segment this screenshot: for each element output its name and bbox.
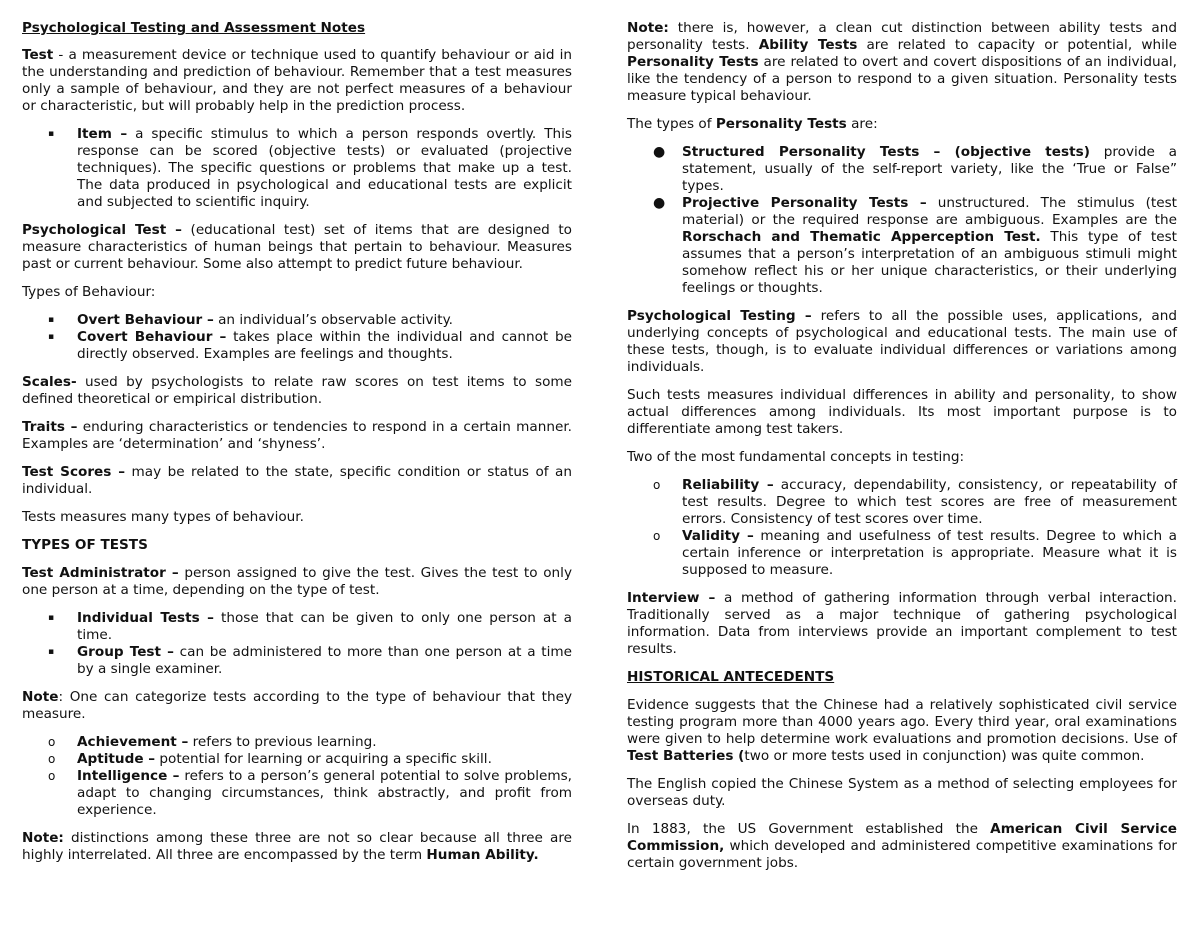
square-bullet-icon: ▪ [48,315,55,325]
list-item: o Achievement – refers to previous learning. [48,734,377,750]
english-text: The English copied the Chinese System as a method of selecting employees for overseas duty. [627,776,1177,809]
circle-bullet-icon: o [48,735,56,749]
interview-definition: Interview – a method of gathering information through verbal interaction. Traditionally served as a major technique of gathering psychological information. Data from interviews provide an important complement to test results. [627,590,1177,657]
two-concepts-text: Two of the most fundamental concepts in testing: [627,449,965,465]
behaviour-list [22,312,572,363]
list-item: ● Structured Personality Tests – (objective tests) provide a statement, usually of the self-report variety, like the ‘True or False” types. [653,144,1177,194]
test-scores-definition: Test Scores – may be related to the state, specific condition or status of an individual. [22,464,572,497]
in-1883-text: In 1883, the US Government established the American Civil Service Commission, which developed and administered competitive examinations for certain government jobs. [627,821,1177,871]
item-list [22,126,572,211]
list-item: ▪ Item – a specific stimulus to which a person responds overtly. This response can be scored (objective tests) or evaluated (projective techniques). The specific questions or problems that make up a test. The data produced in psychological and educational tests are explicit and subjected to scientific inquiry. [48,126,572,210]
list-item: o Aptitude – potential for learning or acquiring a specific skill. [48,751,492,767]
test-definition: Test - a measurement device or technique used to quantify behaviour or aid in the understanding and prediction of behaviour. Remember that a test measures only a sample of behaviour, and they are not perfect measures of a behaviour or characteristic, but will probably help in the prediction process. [22,47,572,114]
square-bullet-icon: ▪ [48,647,55,657]
evidence-text: Evidence suggests that the Chinese had a relatively sophisticated civil service testing program more than 4000 years ago. Every third year, oral examinations were given to help determine work evaluations and promotion decisions. Use of Test Batteries (two or more tests used in conjunction) was quite common. [627,697,1177,764]
many-types-text: Tests measures many types of behaviour. [22,509,304,525]
psychological-testing-definition: Psychological Testing – refers to all the possible uses, applications, and underlying concepts of psychological and educational tests. The main use of these tests, though, is to evaluate individual differences or variations among individuals. [627,308,1177,375]
list-item: o Validity – meaning and usefulness of test results. Degree to which a certain inference or interpretation is appropriate. Measure what it is supposed to measure. [653,528,1177,578]
page-title: Psychological Testing and Assessment Notes [22,20,366,36]
dot-bullet-icon: ● [653,195,666,211]
square-bullet-icon: ▪ [48,613,55,623]
square-bullet-icon: ▪ [48,332,55,342]
historical-antecedents-heading: HISTORICAL ANTECEDENTS [627,669,835,685]
ability-list [22,734,572,819]
list-item: ● Projective Personality Tests – unstructured. The stimulus (test material) or the required response are ambiguous. Examples are the Rorschach and Thematic Apperception Test. This type of test assumes that a person’s interpretation of an ambiguous stimuli might somehow reflect his or her unique characteristics, or their underlying feelings or thoughts. [653,195,1177,296]
right-column [627,20,1177,883]
personality-test-list [627,144,1177,297]
test-administrator-definition: Test Administrator – person assigned to give the test. Gives the test to only one person at a time, depending on the type of test. [22,565,572,598]
list-item: ▪ Group Test – can be administered to more than one person at a time by a single examiner. [48,644,572,677]
such-tests-text: Such tests measures individual differences in ability and personality, to show actual differences among individuals. Its most important purpose is to differentiate among test takers. [627,387,1177,437]
types-of-behaviour-label: Types of Behaviour: [22,284,156,300]
circle-bullet-icon: o [48,752,56,766]
list-item: o Reliability – accuracy, dependability, consistency, or repeatability of test results. Degree to which test scores are free of measurement errors. Consistency of test scores over time. [653,477,1177,527]
psychological-test-definition: Psychological Test – (educational test) set of items that are designed to measure characteristics of human beings that pertain to behaviour. Measures past or current behaviour. Some also attempt to predict future behaviour. [22,222,572,272]
list-item: ▪ Overt Behaviour – an individual’s observable activity. [48,312,453,328]
list-item: ▪ Covert Behaviour – takes place within the individual and cannot be directly observed. Examples are feelings and thoughts. [48,329,572,362]
concept-list [627,477,1177,579]
circle-bullet-icon: o [653,529,661,543]
list-item: o Intelligence – refers to a person’s general potential to solve problems, adapt to changing circumstances, think abstractly, and profit from experience. [48,768,572,818]
circle-bullet-icon: o [48,769,56,783]
scales-definition: Scales- used by psychologists to relate raw scores on test items to some defined theoretical or empirical distribution. [22,374,572,407]
note-ability-vs-personality: Note: there is, however, a clean cut distinction between ability tests and personality tests. Ability Tests are related to capacity or potential, while Personality Tests are related to overt and covert dispositions of an individual, like the tendency of a person to respond to a given situation. Personality tests measure typical behaviour. [627,20,1177,104]
square-bullet-icon: ▪ [48,129,55,139]
circle-bullet-icon: o [653,478,661,492]
term: Test [22,47,54,63]
list-item: ▪ Individual Tests – those that can be given to only one person at a time. [48,610,572,643]
note-categorize: Note: One can categorize tests according to the type of behaviour that they measure. [22,689,572,722]
types-of-personality-tests: The types of Personality Tests are: [627,116,878,132]
test-kind-list [22,610,572,678]
note-human-ability: Note: distinctions among these three are not so clear because all three are highly interrelated. All three are encompassed by the term Human Ability. [22,830,572,863]
traits-definition: Traits – enduring characteristics or tendencies to respond in a certain manner. Examples are ‘determination’ and ‘shyness’. [22,419,573,452]
dot-bullet-icon: ● [653,144,666,160]
types-of-tests-heading: TYPES OF TESTS [22,537,148,553]
left-column [22,20,572,875]
